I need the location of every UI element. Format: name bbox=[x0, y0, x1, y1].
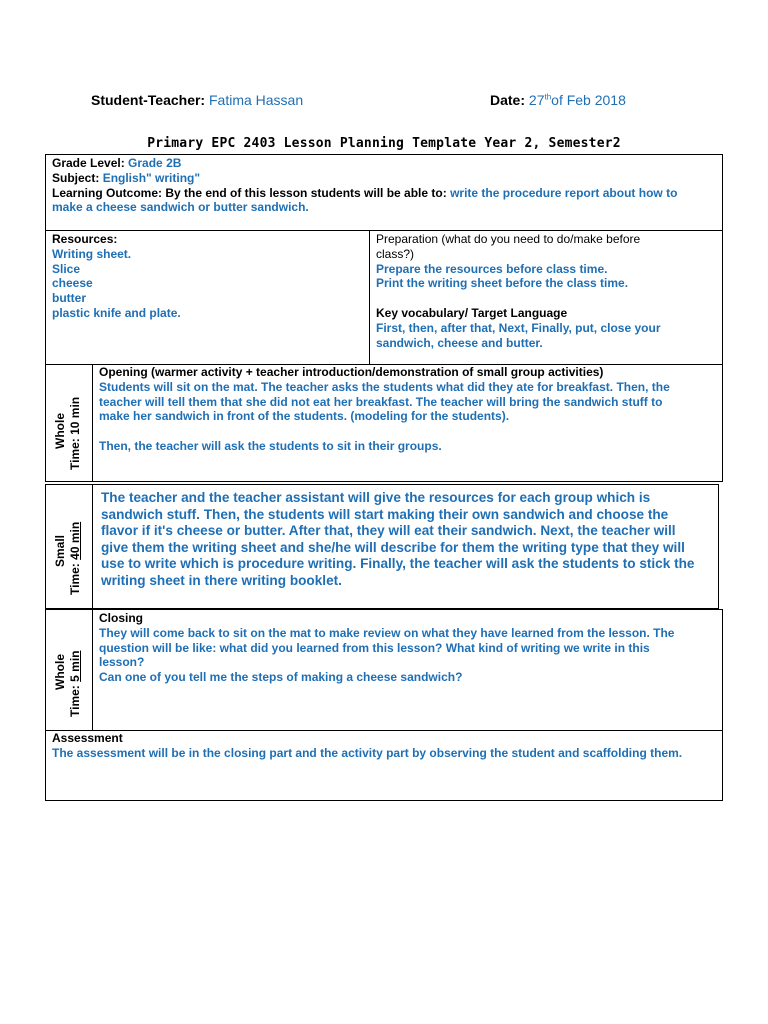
small-group-side-small: Small bbox=[53, 534, 67, 567]
date-value: 27thof Feb 2018 bbox=[528, 92, 626, 108]
grade-label: Grade Level: bbox=[52, 156, 125, 170]
student-teacher-name: Fatima Hassan bbox=[208, 92, 304, 108]
closing-line: lesson? bbox=[99, 655, 145, 670]
closing-section bbox=[92, 609, 723, 731]
preparation-item: Print the writing sheet before the class time. bbox=[376, 276, 629, 291]
opening-line: Students will sit on the mat. The teacher asks the students what did they ate for breakfast. Then, the bbox=[99, 379, 670, 394]
document-title: Primary EPC 2403 Lesson Planning Template Year 2, Semester2 bbox=[147, 136, 621, 151]
assessment-text: The assessment will be in the closing part and the activity part by observing the student and scaffolding them. bbox=[52, 745, 683, 760]
vocabulary-line-1: First, then, after that, Next, Finally, put, close your bbox=[376, 320, 661, 335]
resources-label: Resources: bbox=[52, 232, 118, 246]
learning-outcome-value-1: write the procedure report about how to bbox=[450, 185, 678, 200]
overview-section bbox=[45, 154, 723, 231]
student-teacher-line bbox=[91, 92, 303, 108]
closing-side-whole: Whole bbox=[53, 654, 67, 690]
closing-line: They will come back to sit on the mat to make review on what they have learned from the lesson. The bbox=[99, 625, 675, 640]
resource-item: Slice bbox=[52, 261, 81, 276]
small-group-line: sandwich stuff. Then, the students will start making their own sandwich and choose the bbox=[101, 506, 669, 522]
subject-value: English" writing" bbox=[102, 170, 201, 185]
opening-line: teacher will tell them that she did not eat her breakfast. The teacher will bring the sandwich stuff to bbox=[99, 394, 663, 409]
closing-line: Can one of you tell me the steps of making a cheese sandwich? bbox=[99, 670, 463, 685]
resources-section bbox=[45, 230, 370, 365]
small-group-side-cell bbox=[45, 484, 93, 609]
resource-item: Writing sheet. bbox=[52, 246, 132, 261]
opening-line: make her sandwich in front of the students. (modeling for the students). bbox=[99, 409, 510, 424]
preparation-label-2: class?) bbox=[376, 246, 415, 261]
date-line bbox=[490, 92, 626, 108]
small-group-line: use to write which is procedure writing. Finally, the teacher will ask the students to stick the bbox=[101, 556, 695, 572]
learning-outcome-label: Learning Outcome: By the end of this lesson students will be able to: bbox=[52, 185, 447, 200]
closing-side-cell bbox=[45, 609, 93, 731]
small-group-line: flavor if it's cheese or butter. After that, they will eat their sandwich. Next, the teacher will bbox=[101, 523, 676, 539]
small-group-line: writing sheet in there writing booklet. bbox=[101, 572, 342, 588]
resource-item: butter bbox=[52, 291, 86, 306]
resource-item: cheese bbox=[52, 276, 93, 291]
grade-value: Grade 2B bbox=[128, 156, 182, 170]
preparation-section bbox=[369, 230, 723, 365]
opening-heading: Opening (warmer activity + teacher introduction/demonstration of small group activities) bbox=[99, 365, 604, 379]
closing-heading: Closing bbox=[99, 611, 143, 625]
assessment-heading: Assessment bbox=[52, 731, 123, 745]
learning-outcome-value-2: make a cheese sandwich or butter sandwich. bbox=[52, 200, 309, 215]
opening-section bbox=[92, 364, 723, 482]
small-group-side-time: Time: 40 min bbox=[68, 521, 82, 595]
student-teacher-label: Student-Teacher: bbox=[91, 92, 206, 108]
small-group-section bbox=[92, 484, 719, 609]
date-label: Date: bbox=[490, 92, 526, 108]
closing-line: question will be like: what did you learned from this lesson? What kind of writing we write in this bbox=[99, 640, 650, 655]
assessment-section bbox=[45, 730, 723, 801]
closing-side-time: Time: 5 min bbox=[68, 650, 82, 717]
preparation-item: Prepare the resources before class time. bbox=[376, 261, 608, 276]
opening-side-time: Time: 10 min bbox=[68, 396, 82, 470]
subject-label: Subject: bbox=[52, 170, 100, 185]
vocabulary-line-2: sandwich, cheese and butter. bbox=[376, 335, 543, 350]
opening-extra: Then, the teacher will ask the students to sit in their groups. bbox=[99, 438, 442, 453]
opening-side-cell bbox=[45, 364, 93, 482]
resource-item: plastic knife and plate. bbox=[52, 305, 181, 320]
small-group-line: give them the writing sheet and she/he will describe for them the writing type that they will bbox=[101, 539, 685, 555]
preparation-label-1: Preparation (what do you need to do/make before bbox=[376, 232, 641, 246]
vocabulary-label: Key vocabulary/ Target Language bbox=[376, 305, 568, 320]
opening-side-whole: Whole bbox=[53, 413, 67, 449]
small-group-line: The teacher and the teacher assistant will give the resources for each group which is bbox=[101, 490, 651, 505]
